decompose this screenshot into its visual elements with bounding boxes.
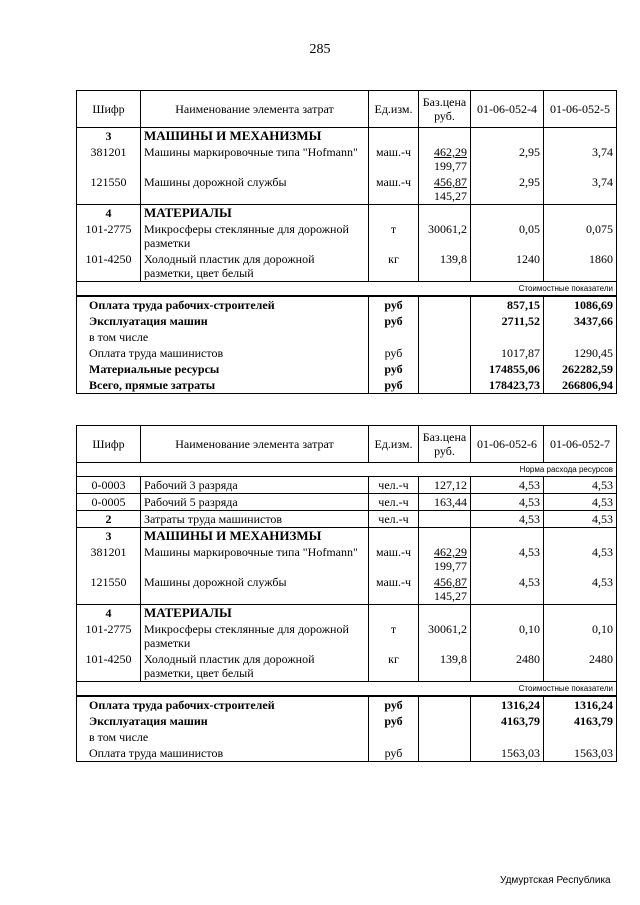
summary-row: Всего, прямые затраты руб 178423,73 266806,94 [77,377,617,394]
table-row: 101-4250 Холодный пластик для дорожной разметки, цвет белый кг 139,8 1240 1860 [77,251,617,282]
table-row: 381201 Машины маркировочные типа "Hofmann" маш.-ч 462,29 199,77 4,53 4,53 [77,544,617,574]
header-name: Наименование элемента затрат [141,426,369,463]
header-col-a: 01-06-052-6 [471,426,544,463]
summary-row: Оплата труда машинистов руб 1017,87 1290,45 [77,345,617,361]
summary-row: Оплата труда рабочих-строителей руб 1316,24 1316,24 [77,696,617,713]
header-col-b: 01-06-052-7 [544,426,617,463]
table-row: 101-2775 Микросферы стеклянные для дорожной разметки т 30061,2 0,10 0,10 [77,621,617,651]
table-row: 2 Затраты труда машинистов чел.-ч 4,53 4,53 [77,511,617,528]
table-row: 0-0003 Рабочий 3 разряда чел.-ч 127,12 4,53 4,53 [77,477,617,494]
note-label: Стоимостные показатели [471,282,617,297]
summary-row: Оплата труда рабочих-строителей руб 857,15 1086,69 [77,296,617,313]
header-name: Наименование элемента затрат [141,91,369,128]
summary-row: в том числе [77,329,617,345]
header-col-a: 01-06-052-4 [471,91,544,128]
section-row: 4 МАТЕРИАЛЫ [77,205,617,222]
section-row: 3 МАШИНЫ И МЕХАНИЗМЫ [77,128,617,145]
summary-row: Оплата труда машинистов руб 1563,03 1563,03 [77,745,617,762]
table-header-row [77,91,617,128]
summary-row: Эксплуатация машин руб 4163,79 4163,79 [77,713,617,729]
header-code: Шифр [77,91,141,128]
page-number: 285 [309,42,331,57]
cost-table-1 [76,90,617,394]
header-code: Шифр [77,426,141,463]
section-row: 3 МАШИНЫ И МЕХАНИЗМЫ [77,528,617,545]
note-label: Норма расхода ресурсов [471,463,617,477]
footer-region: Удмуртская Республика [500,875,611,886]
table-row: 121550 Машины дорожной службы маш.-ч 456,87 145,27 4,53 4,53 [77,574,617,605]
note-label: Стоимостные показатели [471,682,617,697]
header-unit: Ед.изм. [369,91,419,128]
table-row: 101-4250 Холодный пластик для дорожной разметки, цвет белый кг 139,8 2480 2480 [77,651,617,682]
header-price: Баз.цена руб. [419,426,471,463]
summary-row: Материальные ресурсы руб 174855,06 262282,59 [77,361,617,377]
header-unit: Ед.изм. [369,426,419,463]
table-row: 381201 Машины маркировочные типа "Hofmann" маш.-ч 462,29 199,77 2,95 3,74 [77,144,617,174]
summary-row: в том числе [77,729,617,745]
note-row [77,463,617,477]
header-price: Баз.цена руб. [419,91,471,128]
section-row: 4 МАТЕРИАЛЫ [77,605,617,622]
cost-table-2 [76,425,617,762]
table-row: 121550 Машины дорожной службы маш.-ч 456,87 145,27 2,95 3,74 [77,174,617,205]
table-header-row [77,426,617,463]
table-row: 101-2775 Микросферы стеклянные для дорожной разметки т 30061,2 0,05 0,075 [77,221,617,251]
note-row [77,682,617,697]
table-row: 0-0005 Рабочий 5 разряда чел.-ч 163,44 4,53 4,53 [77,494,617,511]
header-col-b: 01-06-052-5 [544,91,617,128]
summary-row: Эксплуатация машин руб 2711,52 3437,66 [77,313,617,329]
note-row [77,282,617,297]
